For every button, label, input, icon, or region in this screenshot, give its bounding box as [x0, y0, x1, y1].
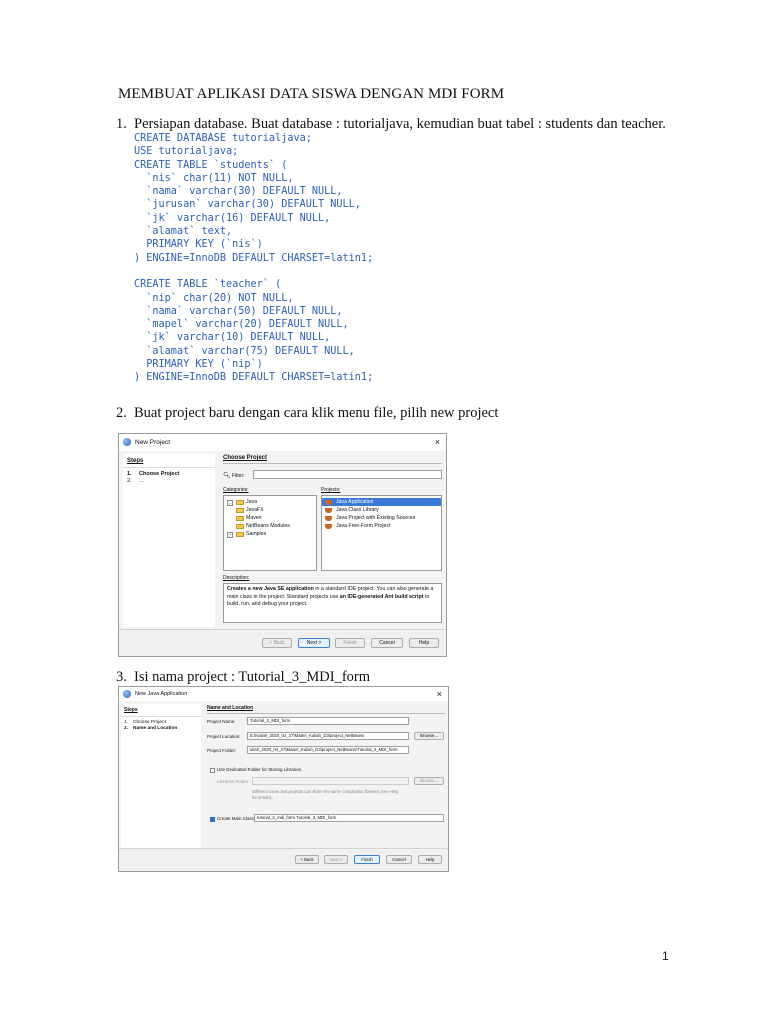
steps-title: Steps [123, 454, 215, 468]
filter-label: 🔍︎ Filter: [223, 473, 245, 479]
java-cup-icon [325, 516, 332, 521]
finish-button[interactable]: Finish [335, 638, 365, 648]
categories-tree[interactable] [223, 495, 317, 571]
expand-icon: – [228, 499, 232, 505]
dedicated-folder-label: Use Dedicated Folder for Storing Libraries [217, 767, 302, 772]
sql-code-line: PRIMARY KEY (`nip`) [134, 359, 263, 371]
sql-code-line: `nama` varchar(30) DEFAULT NULL, [134, 186, 343, 198]
folder-icon [236, 516, 244, 521]
dedicated-folder-checkbox[interactable] [210, 768, 215, 773]
description-box: Creates a new Java SE application in a standard IDE project. You can also generate a main class in the project. Standard projects use an IDE-generated Ant build script to build, run, and debug your project. [223, 583, 442, 623]
sql-code-line: `nip` char(20) NOT NULL, [134, 292, 294, 304]
close-icon[interactable]: × [436, 689, 442, 699]
step-1-text: Persiapan database. Buat database : tutorialjava, kemudian buat tabel : students dan teacher. [134, 116, 666, 132]
cancel-button[interactable]: Cancel [386, 855, 412, 864]
step-1-number: 1. [116, 116, 127, 132]
folder-icon [236, 500, 244, 505]
step-3 [116, 669, 370, 686]
step-3-number: 3. [116, 669, 127, 685]
project-item-java-class-library[interactable]: Java Class Library [322, 506, 441, 514]
back-button[interactable]: < Back [262, 638, 292, 648]
tree-item-java[interactable]: – Java [228, 499, 257, 505]
sql-code-block [134, 132, 373, 385]
folder-icon [236, 508, 244, 513]
sql-code-line: PRIMARY KEY (`nis`) [134, 239, 263, 251]
netbeans-icon [123, 690, 131, 698]
step-item: 1. Choose Project [124, 720, 166, 725]
project-name-input[interactable]: Tutorial_3_MDI_form [247, 717, 409, 725]
project-item-existing-sources[interactable]: Java Project with Existing Sources [322, 514, 441, 522]
name-location-pane [207, 705, 445, 849]
dialog-footer [119, 629, 446, 656]
sql-code-line: CREATE TABLE `students` ( [134, 159, 288, 171]
main-class-label: Create Main Class [217, 816, 255, 821]
next-button[interactable]: Next > [324, 855, 348, 864]
sql-code-line: `jk` varchar(16) DEFAULT NULL, [134, 212, 331, 224]
project-location-label: Project Location: [207, 734, 241, 739]
back-button[interactable]: < Back [295, 855, 319, 864]
main-class-checkbox[interactable] [210, 817, 215, 822]
project-item-java-application[interactable]: Java Application [322, 498, 441, 506]
step-2-text: Buat project baru dengan cara klik menu file, pilih new project [134, 405, 499, 421]
dialog-titlebar [119, 434, 446, 451]
step-item: 2. Name and Location [124, 726, 178, 731]
dialog-footer [119, 848, 448, 871]
help-button[interactable]: Help [409, 638, 439, 648]
tree-item-maven[interactable]: Maven [224, 514, 316, 522]
step-2 [116, 405, 498, 422]
main-class-input[interactable]: tutorial_3_mdi_form.Tutorial_3_MDI_form [254, 814, 444, 822]
description-label: Description: [223, 575, 250, 581]
libraries-browse-button[interactable]: Browse... [414, 777, 444, 785]
sql-code-line: USE tutorialjava; [134, 146, 239, 158]
document-title: MEMBUAT APLIKASI DATA SISWA DENGAN MDI FORM [118, 86, 505, 102]
projects-list[interactable] [321, 495, 442, 571]
folder-icon [236, 524, 244, 529]
next-button[interactable]: Next > [298, 638, 330, 648]
finish-button[interactable]: Finish [354, 855, 380, 864]
search-icon: 🔍︎ [223, 473, 231, 479]
sql-code-line: `jk` varchar(10) DEFAULT NULL, [134, 332, 331, 344]
project-name-label: Project Name: [207, 719, 236, 724]
dialog-title: New Java Application [135, 691, 188, 697]
new-java-application-dialog [118, 686, 449, 872]
filter-input[interactable] [253, 470, 442, 479]
project-location-input[interactable]: E:\Kuliah_2020_04_27\Materi_Kuliah_D3\project_NetBeans [247, 732, 409, 740]
steps-title: Steps [121, 704, 201, 717]
sql-code-line: `alamat` text, [134, 226, 233, 238]
categories-label: Categories: [223, 487, 249, 493]
step-3-text: Isi nama project : Tutorial_3_MDI_form [134, 669, 371, 685]
libraries-folder-input[interactable] [252, 777, 409, 785]
tree-item-javafx[interactable]: JavaFX [224, 506, 316, 514]
page-number: 1 [662, 949, 669, 963]
project-folder-input[interactable]: uliah_2020_04_27\Materi_Kuliah_D3\project_NetBeans\Tutorial_3_MDI_form [247, 746, 409, 754]
java-cup-icon [325, 508, 332, 513]
close-icon[interactable]: × [434, 437, 440, 447]
sql-code-line: `mapel` varchar(20) DEFAULT NULL, [134, 319, 349, 331]
step-item: 2. ... [127, 478, 144, 484]
libraries-note: Different users and projects can share the same compilation libraries (see Help for details). [252, 789, 399, 800]
sql-code-line: `jurusan` varchar(30) DEFAULT NULL, [134, 199, 361, 211]
sql-code-line: `nis` char(11) NOT NULL, [134, 172, 294, 184]
cancel-button[interactable]: Cancel [371, 638, 403, 648]
step-2-number: 2. [116, 405, 127, 421]
sql-code-line: CREATE TABLE `teacher` ( [134, 279, 282, 291]
step-item: 1. Choose Project [127, 471, 180, 477]
java-cup-icon [325, 500, 332, 505]
section-title: Choose Project [223, 455, 442, 464]
tree-item-netbeans-modules[interactable]: NetBeans Modules [224, 522, 316, 530]
sql-code-line: CREATE DATABASE tutorialjava; [134, 133, 312, 144]
section-title: Name and Location [207, 705, 445, 714]
sql-code-line: `alamat` varchar(75) DEFAULT NULL, [134, 345, 355, 357]
steps-pane [121, 704, 201, 848]
projects-label: Projects: [321, 487, 341, 493]
folder-icon [236, 532, 244, 537]
dialog-titlebar [119, 687, 448, 701]
expand-icon: + [228, 531, 232, 537]
sql-code-line: `nama` varchar(50) DEFAULT NULL, [134, 305, 343, 317]
steps-pane [123, 454, 215, 627]
tree-item-samples[interactable]: + Samples [228, 531, 267, 537]
project-folder-label: Project Folder: [207, 748, 237, 753]
help-button[interactable]: Help [418, 855, 442, 864]
sql-code-line: ) ENGINE=InnoDB DEFAULT CHARSET=latin1; [134, 252, 374, 264]
netbeans-icon [123, 438, 131, 446]
project-item-free-form[interactable]: Java Free-Form Project [322, 522, 441, 530]
libraries-folder-label: Libraries Folder: [217, 779, 250, 784]
browse-button[interactable]: Browse... [414, 732, 444, 740]
dialog-title: New Project [135, 439, 171, 446]
new-project-dialog [118, 433, 447, 657]
java-cup-icon [325, 524, 332, 529]
step-1 [116, 116, 666, 133]
sql-code-line: ) ENGINE=InnoDB DEFAULT CHARSET=latin1; [134, 372, 374, 384]
choose-project-pane [223, 455, 442, 627]
